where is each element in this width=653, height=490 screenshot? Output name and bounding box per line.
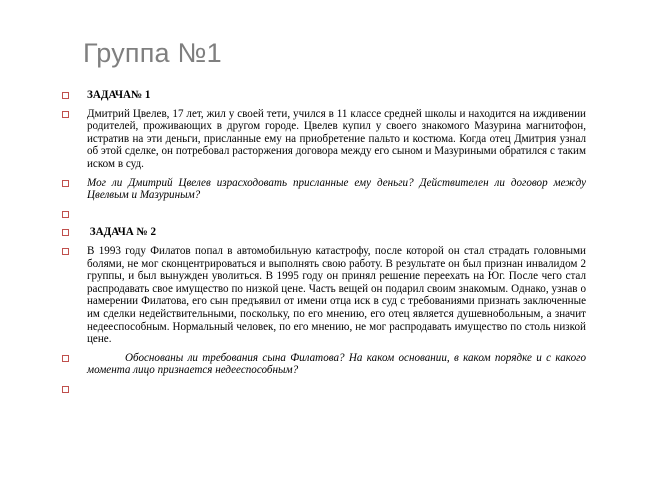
task2-question: Обоснованы ли требования сына Филатова? На каком основании, в каком порядке и с какого момента лицо признается недееспособным? — [87, 351, 586, 377]
task2-heading: ЗАДАЧА № 2 — [87, 226, 156, 239]
square-bullet-icon — [62, 211, 69, 218]
square-bullet-icon — [62, 386, 69, 393]
list-item-task1-body — [62, 108, 586, 171]
task1-question: Мог ли Дмитрий Цвелев израсходовать присланные ему деньги? Действителен ли договор между Цвелвым и Мазуриным? — [87, 176, 586, 202]
list-item-task2-heading — [62, 226, 586, 239]
list-item-empty — [62, 208, 586, 221]
square-bullet-icon — [62, 111, 69, 118]
task1-body: Дмитрий Цвелев, 17 лет, жил у своей тети, учился в 11 классе средней школы и находится на иждивении родителей, проживающих в другом городе. Цвелев купил у своего знакомого Мазурина магнитофон, истратив на эти деньги, присланные ему на приобретение пальто и костюма. Когда отец Дмитрия узнал об этой сделке, он потребовал расторжения договора между его сыном и Мазуриными обратился с таким иском в суд. — [87, 107, 586, 170]
square-bullet-icon — [62, 92, 69, 99]
slide-content — [62, 89, 586, 395]
list-item-task1-heading — [62, 89, 586, 102]
list-item-empty — [62, 383, 586, 396]
square-bullet-icon — [62, 355, 69, 362]
square-bullet-icon — [62, 248, 69, 255]
square-bullet-icon — [62, 180, 69, 187]
list-item-task2-question — [62, 352, 586, 377]
square-bullet-icon — [62, 229, 69, 236]
list-item-task1-question — [62, 177, 586, 202]
slide-title: Группа №1 — [83, 38, 222, 68]
list-item-task2-body — [62, 245, 586, 346]
task2-body: В 1993 году Филатов попал в автомобильную катастрофу, после которой он стал страдать головными болями, не мог сконцентрироваться и выполнять свою работу. В результате он был признан инвалидом 2 группы, и был вынужден уволиться. В 1995 году он принял решение переехать на Юг. После чего стал распродавать свое имущество по низкой цене. Часть вещей он подарил своим знакомым. Однако, узнав о намерении Филатова, его сын предъявил от имени отца иск в суд с требованиями признать заключенные им сделки недействительными, поскольку, по его мнению, его отец является душевнобольным, а значит недееспособным. Нормальный человек, по его мнению, не мог распродавать имущество по столь низкой цене. — [87, 244, 586, 346]
task1-heading: ЗАДАЧА№ 1 — [87, 89, 151, 101]
